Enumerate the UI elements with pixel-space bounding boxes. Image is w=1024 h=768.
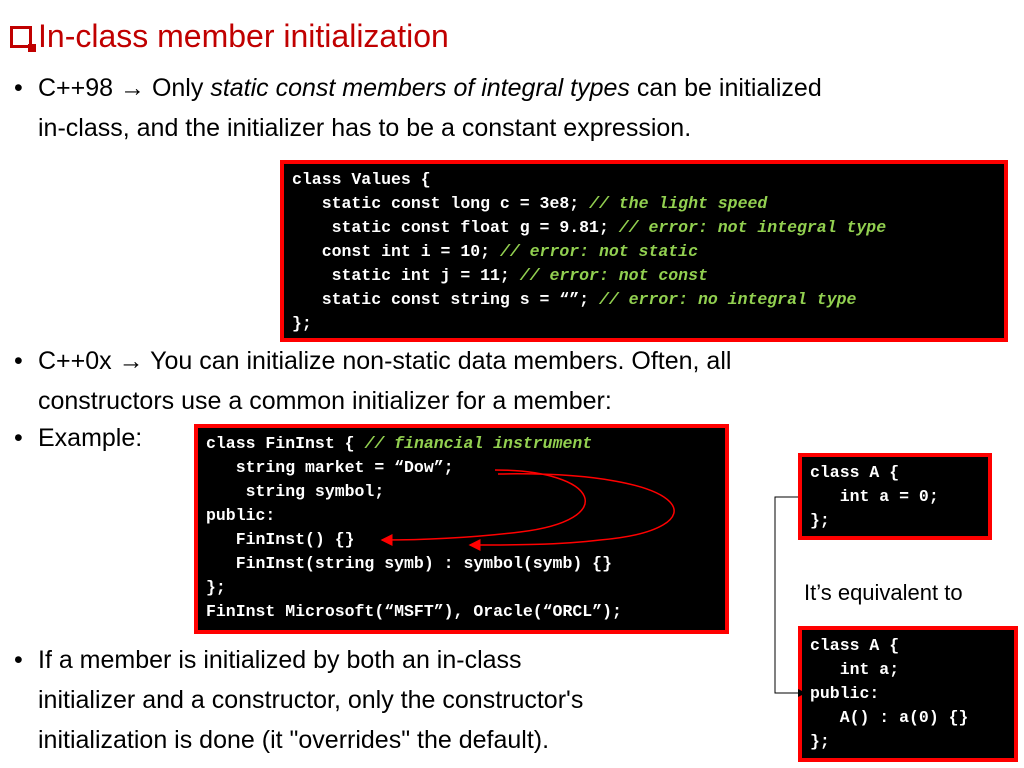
- arrow-right-icon: →: [120, 74, 146, 102]
- code-comment: // error: no integral type: [598, 290, 857, 309]
- black-arrow-equivalent: [775, 497, 805, 693]
- slide-title: In-class member initialization: [10, 18, 449, 55]
- code-line: };: [206, 578, 226, 597]
- code-line: };: [810, 732, 830, 751]
- code-line: static int j = 11; // error: not const: [292, 266, 708, 285]
- code-comment: // error: not const: [519, 266, 708, 285]
- code-line: static const string s = “”; // error: no integral type: [292, 290, 857, 309]
- code-line: };: [810, 511, 830, 530]
- code-line: static const long c = 3e8; // the light speed: [292, 194, 768, 213]
- code-line: int a;: [810, 660, 900, 679]
- code-line: A() : a(0) {}: [810, 708, 969, 727]
- code-line: public:: [206, 506, 276, 525]
- code-line: static const float g = 9.81; // error: not integral type: [292, 218, 887, 237]
- code-line: public:: [810, 684, 880, 703]
- code-comment: // financial instrument: [364, 434, 593, 453]
- bullet-dot-icon: •: [14, 424, 23, 452]
- code-line: string market = “Dow”;: [206, 458, 454, 477]
- code-line: const int i = 10; // error: not static: [292, 242, 698, 261]
- code-line: class A {: [810, 463, 900, 482]
- bullet-dot-icon: •: [14, 646, 23, 674]
- code-line: };: [292, 314, 312, 333]
- code-line: class Values {: [292, 170, 431, 189]
- code-line: int a = 0;: [810, 487, 939, 506]
- equivalent-label: It’s equivalent to: [804, 580, 963, 605]
- code-line: FinInst(string symb) : symbol(symb) {}: [206, 554, 612, 573]
- code-comment: // error: not static: [499, 242, 698, 261]
- code-comment: // the light speed: [589, 194, 768, 213]
- bullet-dot-icon: •: [14, 74, 23, 102]
- bullet-dot-icon: •: [14, 347, 23, 375]
- code-line: class A {: [810, 636, 900, 655]
- code-line: string symbol;: [206, 482, 385, 501]
- code-line: class FinInst { // financial instrument: [206, 434, 593, 453]
- code-line: FinInst() {}: [206, 530, 355, 549]
- code-comment: // error: not integral type: [618, 218, 887, 237]
- code-line: FinInst Microsoft(“MSFT”), Oracle(“ORCL”);: [206, 602, 622, 621]
- red-arrow-market-to-default-ctor: [382, 470, 585, 540]
- arrow-right-icon: →: [118, 347, 144, 375]
